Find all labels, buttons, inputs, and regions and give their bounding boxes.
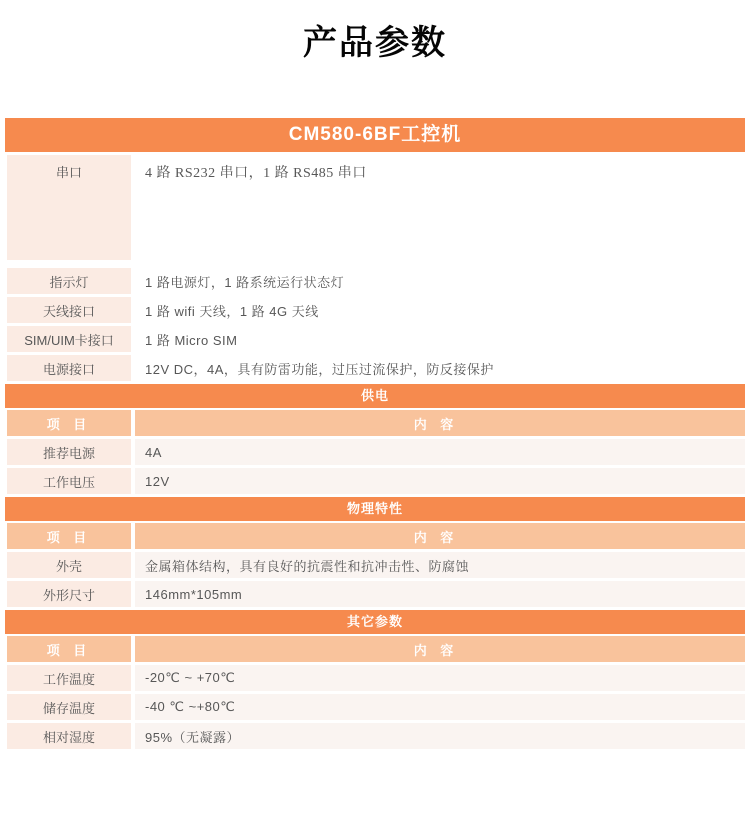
spec-label: 指示灯: [7, 268, 131, 294]
row-dimensions: [5, 581, 745, 607]
section-header-row: [5, 410, 745, 436]
spec-value: 12V: [135, 468, 745, 494]
row-working-temperature: [5, 665, 745, 691]
section-banner: 其它参数: [5, 610, 745, 634]
spec-value: 4A: [135, 439, 745, 465]
spec-value: 4 路 RS232 串口，1 路 RS485 串口: [135, 155, 745, 260]
spec-label: 外壳: [7, 552, 131, 578]
spec-label: 串口: [7, 155, 131, 260]
row-power-port: [5, 355, 745, 381]
column-header-content: 内 容: [135, 636, 745, 662]
spec-value: 12V DC，4A，具有防雷功能，过压过流保护，防反接保护: [135, 355, 745, 381]
section-banner: 供电: [5, 384, 745, 408]
spec-label: 电源接口: [7, 355, 131, 381]
row-antenna-port: [5, 297, 745, 323]
row-storage-temperature: [5, 694, 745, 720]
spec-label: 相对湿度: [7, 723, 131, 749]
spec-label: 工作电压: [7, 468, 131, 494]
section-header-row: [5, 523, 745, 549]
spec-label: 储存温度: [7, 694, 131, 720]
column-header-item: 项 目: [7, 410, 131, 436]
spec-label: 天线接口: [7, 297, 131, 323]
row-relative-humidity: [5, 723, 745, 749]
section-header-row: [5, 636, 745, 662]
spec-label: SIM/UIM卡接口: [7, 326, 131, 352]
column-header-content: 内 容: [135, 523, 745, 549]
spec-value: -20℃ ~ +70℃: [135, 665, 745, 691]
spec-value: 1 路电源灯，1 路系统运行状态灯: [135, 268, 745, 294]
section-other-params: [5, 610, 745, 749]
column-header-content: 内 容: [135, 410, 745, 436]
column-header-item: 项 目: [7, 523, 131, 549]
row-serial-port: [5, 155, 745, 260]
column-header-item: 项 目: [7, 636, 131, 662]
spec-table: [5, 118, 745, 749]
row-enclosure: [5, 552, 745, 578]
spec-value: 1 路 wifi 天线，1 路 4G 天线: [135, 297, 745, 323]
row-sim-slot: [5, 326, 745, 352]
section-banner: 物理特性: [5, 497, 745, 521]
spec-value: 146mm*105mm: [135, 581, 745, 607]
spec-value: 95%（无凝露）: [135, 723, 745, 749]
spec-label: 推荐电源: [7, 439, 131, 465]
spec-value: 1 路 Micro SIM: [135, 326, 745, 352]
page-title: 产品参数: [303, 24, 447, 62]
row-recommended-power: [5, 439, 745, 465]
spec-label: 工作温度: [7, 665, 131, 691]
section-power-supply: [5, 384, 745, 494]
product-parameters-page: [0, 22, 750, 823]
spec-label: 外形尺寸: [7, 581, 131, 607]
section-physical: [5, 497, 745, 607]
spec-value: -40 ℃ ~+80℃: [135, 694, 745, 720]
product-banner: CM580-6BF工控机: [5, 118, 745, 152]
row-working-voltage: [5, 468, 745, 494]
row-indicator-lights: [5, 268, 745, 294]
spec-value: 金属箱体结构，具有良好的抗震性和抗冲击性、防腐蚀: [135, 552, 745, 578]
